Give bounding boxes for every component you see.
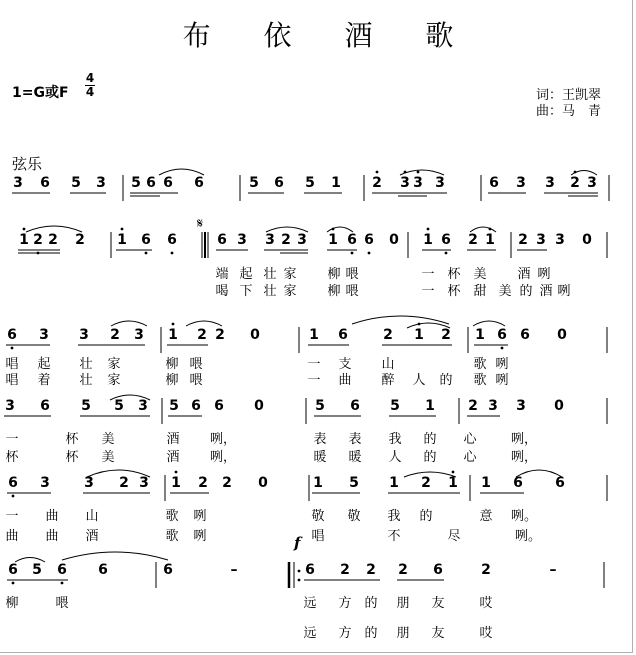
note: 3 [435, 175, 445, 191]
note: 0 [254, 398, 264, 414]
lyric-char: 朋 [396, 596, 410, 611]
lyric-char: 的 [364, 626, 378, 641]
note: 2 [281, 232, 291, 248]
note: 5 [390, 398, 400, 414]
note: 3 [237, 232, 247, 248]
note: 6 [194, 175, 204, 191]
note: 1 [481, 475, 491, 491]
lyric-char: 哎 [479, 626, 493, 641]
note: 2 [198, 475, 208, 491]
key-signature: 1=G或F [12, 85, 69, 101]
note: 6 [8, 562, 18, 578]
lyric-char: 柳 [327, 284, 341, 299]
lyric-char: 家 [283, 284, 297, 299]
lyric-char: 柳 [5, 596, 19, 611]
note: 2 [222, 475, 232, 491]
note: 3 [587, 175, 597, 191]
lyric-char: 咧 [495, 357, 509, 372]
lyric-char: 端 [215, 267, 229, 282]
lyric-char: 方 [338, 626, 352, 641]
lyric-char: 我 [388, 432, 402, 447]
lyric-char: 心 [463, 450, 477, 465]
note: 2 [421, 475, 431, 491]
note: 1 [168, 327, 178, 343]
lyric-char: 歌 [473, 357, 487, 372]
note: 2 [372, 175, 382, 191]
lyric-char: 壮 [263, 284, 277, 299]
lyric-char: 喂 [55, 596, 69, 611]
lyric-char: 杯 [65, 450, 79, 465]
lyric-char: 酒 [166, 450, 180, 465]
lyric-char: 唱 [311, 529, 325, 544]
note: 2 [441, 327, 451, 343]
note: 5 [169, 398, 179, 414]
note: 3 [555, 232, 565, 248]
lyric-char: 柳 [165, 373, 179, 388]
note: 3 [96, 175, 106, 191]
note: 1 [309, 327, 319, 343]
note: 3 [516, 175, 526, 191]
lyric-char: 杯 [447, 284, 461, 299]
note: 5 [305, 175, 315, 191]
segno-icon: 𝄋 [197, 216, 204, 232]
lyric-char: 喂 [345, 284, 359, 299]
lyric-char: 曲 [45, 509, 59, 524]
lyricist-credit: 词：王凯翠 [536, 88, 602, 103]
lyric-char: 友 [431, 626, 445, 641]
note: 5 [131, 175, 141, 191]
note: 3 [134, 327, 144, 343]
lyric-char: 人 [388, 450, 402, 465]
note: 2 [215, 327, 225, 343]
lyric-char: 我 [387, 509, 401, 524]
lyric-char: 意 [479, 509, 493, 524]
lyric-char: 的 [423, 450, 437, 465]
note: 5 [249, 175, 259, 191]
lyric-char: 美 [101, 432, 115, 447]
note: 2 [75, 232, 85, 248]
note: 6 [217, 232, 227, 248]
note: 0 [250, 327, 260, 343]
note: 3 [413, 175, 423, 191]
lyric-char: 哎 [479, 596, 493, 611]
lyric-char: 远 [303, 626, 317, 641]
lyric-char: 曲 [5, 529, 19, 544]
lyric-char: 友 [431, 596, 445, 611]
lyric-char: 咧。 [511, 509, 538, 524]
meter-bottom: 4 [85, 85, 95, 99]
lyric-char: 的 [423, 432, 437, 447]
lyric-char: 起 [37, 357, 51, 372]
note: 6 [146, 175, 156, 191]
note: 6 [163, 562, 173, 578]
lyric-char: 柳 [165, 357, 179, 372]
lyric-char: 家 [283, 267, 297, 282]
note: 2 [340, 562, 350, 578]
note: 3 [265, 232, 275, 248]
lyric-char: 酒 [517, 267, 531, 282]
note: 2 [468, 398, 478, 414]
note: 0 [554, 398, 564, 414]
note: 3 [488, 398, 498, 414]
lyric-char: 咧， [210, 450, 237, 465]
lyric-char: 柳 [327, 267, 341, 282]
lyric-char: 喂 [345, 267, 359, 282]
note: 2 [518, 232, 528, 248]
lyric-char: 杯 [65, 432, 79, 447]
note: 3 [5, 398, 15, 414]
note: 2 [481, 562, 491, 578]
lyric-char: 远 [303, 596, 317, 611]
lyric-char: 咧 [193, 509, 207, 524]
note: 1 [313, 475, 323, 491]
lyric-char: 一 [421, 267, 435, 282]
note: 6 [274, 175, 284, 191]
section-label: 弦乐 [12, 155, 43, 173]
note: 3 [79, 327, 89, 343]
lyric-char: 一 [5, 509, 19, 524]
lyric-char: 咧 [557, 284, 571, 299]
lyric-char: 歌 [165, 509, 179, 524]
note: 2 [468, 232, 478, 248]
lyric-char: 杯 [5, 450, 19, 465]
note: 6 [7, 327, 17, 343]
dynamic-forte: f [294, 534, 301, 552]
note: 6 [141, 232, 151, 248]
lyric-char: 喝 [215, 284, 229, 299]
note: 3 [139, 475, 149, 491]
note: 0 [557, 327, 567, 343]
note: 3 [138, 398, 148, 414]
meter-top: 4 [85, 71, 95, 85]
note: 5 [114, 398, 124, 414]
lyric-char: 咧 [495, 373, 509, 388]
note: 1 [171, 475, 181, 491]
note: 6 [191, 398, 201, 414]
note: 5 [315, 398, 325, 414]
lyric-char: 醉 [381, 373, 395, 388]
lyric-char: 暖 [348, 450, 362, 465]
note: 0 [582, 232, 592, 248]
note: 3 [297, 232, 307, 248]
lyric-char: 一 [307, 373, 321, 388]
lyric-char: 表 [313, 432, 327, 447]
note: 1 [331, 175, 341, 191]
note: 6 [347, 232, 357, 248]
note: – [549, 562, 557, 578]
lyric-char: 酒 [85, 529, 99, 544]
lyric-char: 人 [412, 373, 426, 388]
lyric-char: 山 [381, 357, 395, 372]
note: 6 [305, 562, 315, 578]
note: 2 [398, 562, 408, 578]
note: 6 [163, 175, 173, 191]
lyric-char: 美 [498, 284, 512, 299]
note: 6 [555, 475, 565, 491]
note: 6 [167, 232, 177, 248]
note: 6 [338, 327, 348, 343]
note: 6 [57, 562, 67, 578]
composer-credit: 曲：马 青 [536, 104, 602, 119]
note: 5 [32, 562, 42, 578]
note: 6 [214, 398, 224, 414]
lyric-char: 曲 [45, 529, 59, 544]
note: 5 [81, 398, 91, 414]
note: 3 [13, 175, 23, 191]
note: 2 [383, 327, 393, 343]
note: 1 [328, 232, 338, 248]
note: 3 [545, 175, 555, 191]
note: 6 [364, 232, 374, 248]
note: 1 [117, 232, 127, 248]
lyric-char: 一 [307, 357, 321, 372]
note: 3 [84, 475, 94, 491]
lyric-char: 一 [5, 432, 19, 447]
lyric-char: 壮 [263, 267, 277, 282]
note: 6 [489, 175, 499, 191]
note: 6 [441, 232, 451, 248]
note: 1 [19, 232, 29, 248]
lyric-char: 下 [239, 284, 253, 299]
note: 1 [414, 327, 424, 343]
note: 6 [350, 398, 360, 414]
lyric-char: 咧， [210, 432, 237, 447]
note: 3 [39, 327, 49, 343]
lyric-char: 山 [85, 509, 99, 524]
note: 0 [389, 232, 399, 248]
note: 1 [423, 232, 433, 248]
note: 3 [536, 232, 546, 248]
note: 1 [475, 327, 485, 343]
time-signature [84, 72, 96, 99]
note: – [230, 562, 238, 578]
lyric-char: 敬 [347, 509, 361, 524]
lyric-char: 壮 [79, 357, 93, 372]
note: 6 [497, 327, 507, 343]
lyric-char: 咧， [511, 450, 538, 465]
lyric-char: 咧 [193, 529, 207, 544]
lyric-char: 壮 [79, 373, 93, 388]
lyric-char: 的 [364, 596, 378, 611]
lyric-char: 一 [421, 284, 435, 299]
lyric-char: 喂 [189, 373, 203, 388]
note: 2 [119, 475, 129, 491]
note: 3 [516, 398, 526, 414]
lyric-char: 的 [519, 284, 533, 299]
lyric-char: 歌 [473, 373, 487, 388]
note: 6 [520, 327, 530, 343]
lyric-char: 支 [338, 357, 352, 372]
note: 2 [197, 327, 207, 343]
lyric-char: 唱 [5, 373, 19, 388]
lyric-char: 的 [439, 373, 453, 388]
note: 1 [425, 398, 435, 414]
note: 3 [40, 475, 50, 491]
note: 5 [349, 475, 359, 491]
lyric-char: 美 [473, 267, 487, 282]
lyric-char: 咧 [537, 267, 551, 282]
lyric-char: 曲 [338, 373, 352, 388]
note: 2 [48, 232, 58, 248]
song-title: 布 依 酒 歌 [182, 19, 476, 52]
lyric-char: 方 [338, 596, 352, 611]
lyric-char: 表 [348, 432, 362, 447]
note: 0 [258, 475, 268, 491]
note: 6 [513, 475, 523, 491]
note: 5 [71, 175, 81, 191]
lyric-char: 咧， [511, 432, 538, 447]
note: 1 [448, 475, 458, 491]
note: 1 [485, 232, 495, 248]
lyric-char: 甜 [473, 284, 487, 299]
note: 2 [366, 562, 376, 578]
lyric-char: 不 [387, 529, 401, 544]
lyric-char: 杯 [447, 267, 461, 282]
lyric-char: 尽 [447, 529, 461, 544]
lyric-char: 心 [463, 432, 477, 447]
lyric-char: 唱 [5, 357, 19, 372]
lyric-char: 暖 [313, 450, 327, 465]
lyric-char: 朋 [396, 626, 410, 641]
lyric-char: 家 [107, 357, 121, 372]
note: 2 [33, 232, 43, 248]
lyric-char: 酒 [539, 284, 553, 299]
lyric-char: 歌 [165, 529, 179, 544]
note: 2 [110, 327, 120, 343]
lyric-char: 咧。 [515, 529, 542, 544]
lyric-char: 喂 [189, 357, 203, 372]
note: 2 [570, 175, 580, 191]
note: 1 [389, 475, 399, 491]
note: 6 [433, 562, 443, 578]
note: 6 [98, 562, 108, 578]
lyric-char: 美 [101, 450, 115, 465]
lyric-char: 家 [107, 373, 121, 388]
note: 6 [8, 475, 18, 491]
lyric-char: 敬 [311, 509, 325, 524]
note: 6 [40, 175, 50, 191]
note: 3 [400, 175, 410, 191]
lyric-char: 起 [239, 267, 253, 282]
lyric-char: 酒 [166, 432, 180, 447]
note: 6 [40, 398, 50, 414]
lyric-char: 的 [419, 509, 433, 524]
lyric-char: 着 [37, 373, 51, 388]
